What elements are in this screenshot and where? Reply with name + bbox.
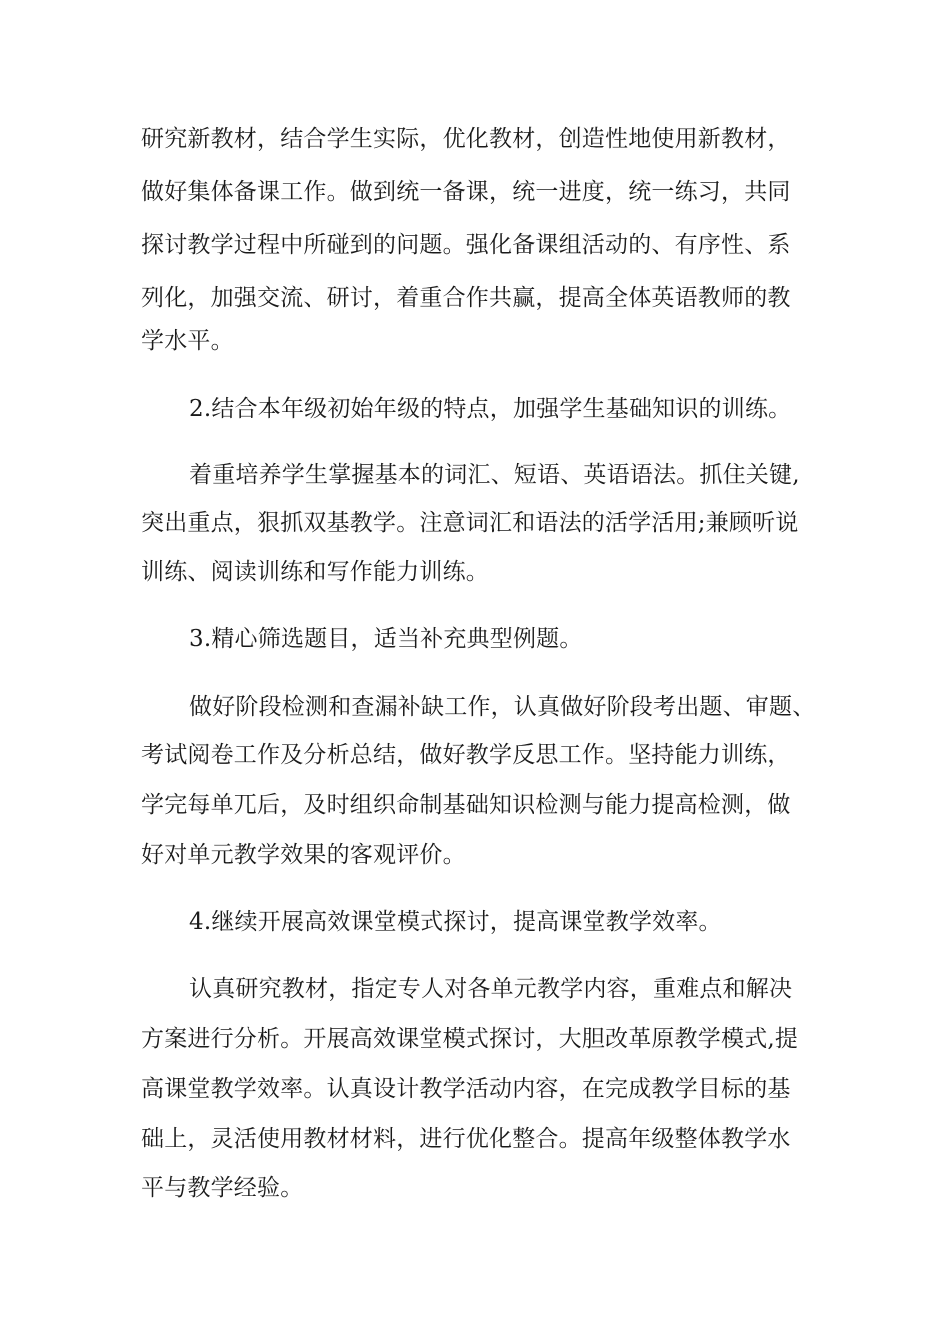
paragraph-4-line-2: 方案进行分析。开展高效课堂模式探讨，大胆改革原教学模式,提 (141, 1026, 799, 1052)
paragraph-3-line-1: 做好阶段检测和查漏补缺工作，认真做好阶段考出题、审题、 (189, 694, 816, 720)
paragraph-1-line-4: 列化，加强交流、研讨，着重合作共赢，提高全体英语教师的教 (141, 285, 791, 311)
paragraph-4-line-4: 础上，灵活使用教材材料，进行优化整合。提高年级整体教学水 (141, 1126, 791, 1152)
paragraph-2-line-3: 训练、阅读训练和写作能力训练。 (141, 559, 489, 585)
paragraph-3-line-4: 好对单元教学效果的客观评价。 (141, 842, 466, 868)
paragraph-1-line-1: 研究新教材，结合学生实际，优化教材，创造性地使用新教材， (141, 126, 791, 152)
paragraph-1-line-3: 探讨教学过程中所碰到的问题。强化备课组活动的、有序性、系 (141, 232, 791, 258)
section-heading-3: 3.精心筛选题目，适当补充典型例题。 (189, 626, 583, 652)
paragraph-3-line-2: 考试阅卷工作及分析总结，做好教学反思工作。坚持能力训练， (141, 742, 791, 768)
paragraph-4-line-5: 平与教学经验。 (141, 1175, 304, 1201)
paragraph-2-line-2: 突出重点，狠抓双基教学。注意词汇和语法的活学活用;兼顾听说 (141, 510, 799, 536)
paragraph-3-line-3: 学完每单兀后，及时组织命制基础知识检测与能力提高检测，做 (141, 792, 791, 818)
section-heading-2: 2.结合本年级初始年级的特点，加强学生基础知识的训练。 (189, 396, 792, 422)
paragraph-4-line-3: 高课堂教学效率。认真设计教学活动内容，在完成教学目标的基 (141, 1076, 791, 1102)
paragraph-1-line-2: 做好集体备课工作。做到统一备课，统一进度，统一练习，共同 (141, 179, 791, 205)
paragraph-1-line-5: 学水平。 (141, 328, 234, 354)
section-heading-4: 4.继续开展高效课堂模式探讨，提高课堂教学效率。 (189, 909, 722, 935)
paragraph-2-line-1: 着重培养学生掌握基本的词汇、短语、英语语法。抓住关键, (189, 462, 800, 488)
paragraph-4-line-1: 认真研究教材，指定专人对各单元教学内容，重难点和解决 (189, 976, 793, 1002)
